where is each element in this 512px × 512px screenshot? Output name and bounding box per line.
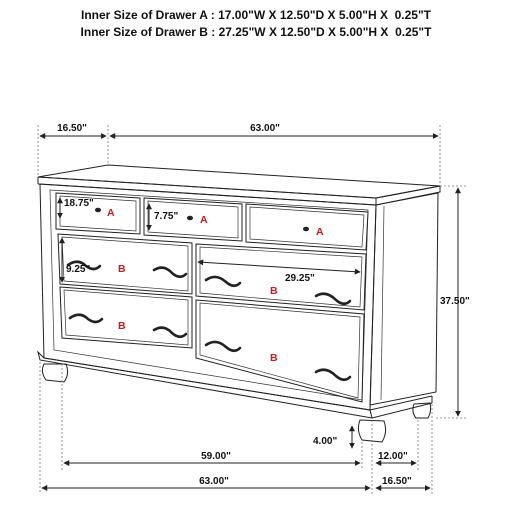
drawer-label-a: A (107, 207, 115, 219)
drawer-handle (70, 315, 102, 322)
drawer-a-inner-size: Inner Size of Drawer A : 17.00"W X 12.50"D X 5.00"H X 0.25"T (80, 8, 431, 22)
drawer-a-width-dimension: 18.75" (64, 198, 94, 209)
drawer-b-width-dimension: 29.25" (285, 273, 315, 284)
leg-depth-dimension: 12.00" (378, 451, 408, 462)
drawer-a-height-dimension: 7.75" (154, 211, 179, 222)
drawer-label-a: A (316, 226, 324, 238)
drawer-handle (206, 277, 240, 286)
leg-front-right (358, 420, 385, 442)
drawer-label-a: A (200, 214, 208, 226)
dimension-bottom-width (40, 362, 372, 494)
bottom-width-dimension: 63.00" (199, 476, 229, 487)
dimension-height (436, 186, 470, 418)
drawer-b-inner-size: Inner Size of Drawer B : 27.25"W X 12.50"D X 5.00"H X 0.25"T (80, 25, 432, 39)
leg-height-dimension: 4.00" (313, 436, 338, 447)
drawer-handle (154, 328, 186, 337)
dimension-leg-height (313, 426, 352, 448)
leg-front-left (42, 364, 67, 382)
drawer-knob (95, 208, 101, 213)
bottom-depth-dimension: 16.50" (382, 476, 412, 487)
inner-width-dimension: 59.00" (201, 451, 231, 462)
drawer-b-bottom-left (60, 287, 192, 348)
drawer-label-b: B (118, 320, 126, 332)
dresser-body (38, 165, 440, 418)
drawer-handle (154, 268, 186, 277)
dresser-legs (42, 364, 430, 442)
drawer-handle (316, 294, 350, 304)
drawer-b-height-dimension: 9.25" (66, 264, 91, 275)
dresser-plinth (38, 352, 372, 418)
b-drawers (58, 234, 366, 402)
dimension-top (38, 123, 440, 185)
drawer-knob (187, 216, 193, 221)
drawer-label-b: B (270, 285, 278, 297)
drawer-a-dimensions (60, 198, 178, 230)
height-dimension: 37.50" (440, 296, 470, 307)
drawer-handle (316, 370, 350, 380)
drawer-knob (303, 227, 309, 232)
drawer-handle (206, 342, 240, 351)
drawer-label-b: B (118, 263, 126, 275)
top-width-dimension: 63.00" (250, 123, 280, 134)
drawer-label-b: B (270, 352, 278, 364)
dresser-side (370, 193, 438, 405)
dimension-inner-width (62, 360, 362, 470)
top-depth-dimension: 16.50" (57, 123, 87, 134)
